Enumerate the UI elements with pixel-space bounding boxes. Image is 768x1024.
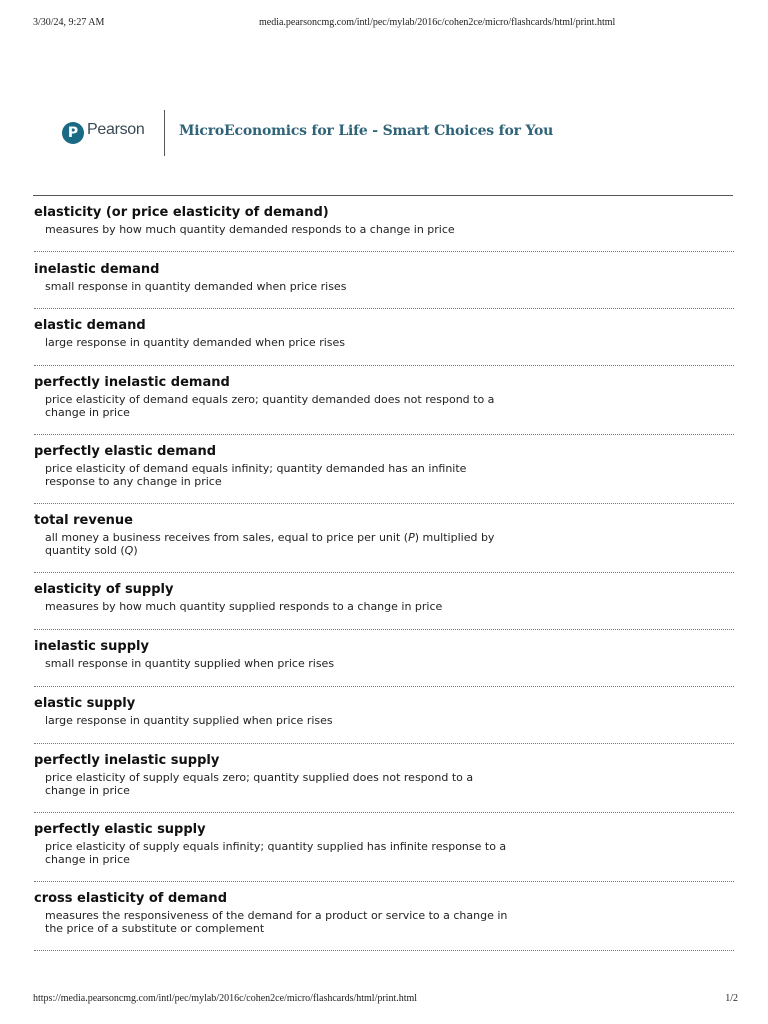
term-title: cross elasticity of demand — [34, 891, 227, 906]
print-header — [33, 17, 738, 31]
term-definition: small response in quantity demanded when price rises — [45, 280, 347, 293]
definition-text: ) multiplied by quantity sold ( — [45, 531, 495, 557]
flashcard-item — [34, 696, 734, 727]
term-title: elasticity (or price elasticity of demand) — [34, 205, 329, 220]
term-definition: price elasticity of supply equals infinity; quantity supplied has infinite response to a change in price — [45, 840, 507, 866]
dotted-separator — [34, 365, 734, 366]
term-definition: price elasticity of demand equals infinity; quantity demanded has an infinite response to any change in price — [45, 462, 467, 488]
term-title: total revenue — [34, 513, 133, 528]
flashcard-item — [34, 205, 734, 236]
brand-divider — [164, 110, 165, 156]
flashcard-item — [34, 891, 734, 935]
print-footer-url: https://media.pearsoncmg.com/intl/pec/mylab/2016c/cohen2ce/micro/flashcards/html/print.html — [33, 993, 418, 1004]
dotted-separator — [34, 572, 734, 573]
dotted-separator — [34, 950, 734, 951]
term-definition: price elasticity of demand equals zero; quantity demanded does not respond to a change in price — [45, 393, 495, 419]
dotted-separator — [34, 812, 734, 813]
term-definition: large response in quantity supplied when price rises — [45, 714, 333, 727]
pearson-logo-text: Pearson — [87, 121, 145, 138]
book-title: MicroEconomics for Life - Smart Choices for You — [179, 123, 554, 139]
flashcard-item — [34, 375, 734, 419]
term-definition: measures by how much quantity demanded responds to a change in price — [45, 223, 455, 236]
dotted-separator — [34, 881, 734, 882]
dotted-separator — [34, 308, 734, 309]
flashcard-item — [34, 639, 734, 670]
flashcard-item — [34, 318, 734, 349]
term-title: elastic demand — [34, 318, 146, 333]
term-definition: small response in quantity supplied when price rises — [45, 657, 335, 670]
term-definition: price elasticity of supply equals zero; quantity supplied does not respond to a change in price — [45, 771, 474, 797]
page-number: 1/2 — [725, 993, 738, 1004]
definition-text: ) — [133, 544, 138, 557]
header-rule — [33, 195, 733, 196]
flashcard-item — [34, 582, 734, 613]
flashcard-item — [34, 513, 734, 557]
dotted-separator — [34, 629, 734, 630]
flashcard-item — [34, 444, 734, 488]
symbol-q: Q — [124, 544, 134, 557]
term-definition: measures by how much quantity supplied responds to a change in price — [45, 600, 443, 613]
term-title: inelastic demand — [34, 262, 160, 277]
brand-header — [62, 110, 702, 156]
term-title: perfectly inelastic demand — [34, 375, 230, 390]
flashcard-item — [34, 262, 734, 293]
definition-text: all money a business receives from sales, equal to price per unit ( — [45, 531, 409, 544]
symbol-p: P — [408, 531, 415, 544]
flashcard-item — [34, 822, 734, 866]
term-title: elastic supply — [34, 696, 136, 711]
term-definition: measures the responsiveness of the demand for a product or service to a change in the price of a substitute or complement — [45, 909, 508, 935]
dotted-separator — [34, 503, 734, 504]
term-title: perfectly elastic demand — [34, 444, 217, 459]
term-title: perfectly elastic supply — [34, 822, 206, 837]
term-definition: large response in quantity demanded when price rises — [45, 336, 346, 349]
dotted-separator — [34, 434, 734, 435]
print-timestamp: 3/30/24, 9:27 AM — [33, 17, 105, 28]
dotted-separator — [34, 251, 734, 252]
dotted-separator — [34, 686, 734, 687]
term-title: perfectly inelastic supply — [34, 753, 220, 768]
term-title: elasticity of supply — [34, 582, 174, 597]
flashcard-item — [34, 753, 734, 797]
term-title: inelastic supply — [34, 639, 149, 654]
term-definition — [45, 531, 515, 557]
dotted-separator — [34, 743, 734, 744]
pearson-logo-icon: P — [62, 122, 84, 144]
print-url: media.pearsoncmg.com/intl/pec/mylab/2016c/cohen2ce/micro/flashcards/html/print.html — [259, 17, 616, 28]
print-footer — [33, 993, 738, 1007]
